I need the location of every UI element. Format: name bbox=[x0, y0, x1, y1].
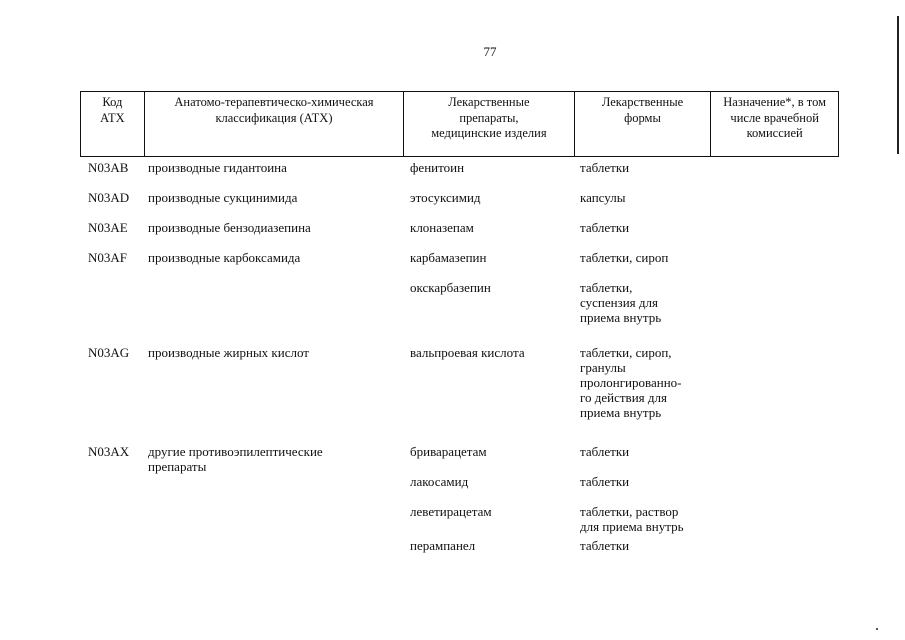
row-form: таблетки, раствор для приема внутрь bbox=[580, 504, 684, 534]
row-drug: леветирацетам bbox=[410, 504, 492, 519]
row-classification: другие противоэпилептические препараты bbox=[148, 444, 323, 474]
scan-dot bbox=[876, 628, 878, 630]
row-code: N03AE bbox=[88, 220, 128, 235]
row-form: таблетки, сироп bbox=[580, 250, 669, 265]
row-form: таблетки, суспензия для приема внутрь bbox=[580, 280, 662, 325]
row-code: N03AX bbox=[88, 444, 130, 459]
row-form: таблетки, сироп, гранулы пролонгированно- го действия для приема внутрь bbox=[580, 345, 682, 420]
row-form: таблетки bbox=[580, 220, 630, 235]
row-classification: производные карбоксамида bbox=[148, 250, 301, 265]
row-classification: производные сукцинимида bbox=[148, 190, 298, 205]
row-form: таблетки bbox=[580, 474, 630, 489]
header-classification: Анатомо-терапевтическо-химическая классификация (АТХ) bbox=[145, 92, 404, 156]
row-classification: производные жирных кислот bbox=[148, 345, 309, 360]
row-classification: производные гидантоина bbox=[148, 160, 287, 175]
table-header bbox=[80, 91, 839, 157]
row-drug: карбамазепин bbox=[410, 250, 487, 265]
row-drug: бриварацетам bbox=[410, 444, 487, 459]
row-drug: вальпроевая кислота bbox=[410, 345, 525, 360]
header-purpose: Назначение*, в том числе врачебной комиссией bbox=[723, 95, 827, 140]
row-form: таблетки bbox=[580, 538, 630, 553]
row-code: N03AG bbox=[88, 345, 130, 360]
page-number: 77 bbox=[483, 44, 497, 59]
scan-edge-line bbox=[897, 16, 899, 154]
row-code: N03AB bbox=[88, 160, 129, 175]
row-form: таблетки bbox=[580, 444, 630, 459]
row-drug: перампанел bbox=[410, 538, 476, 553]
row-drug: лакосамид bbox=[410, 474, 469, 489]
row-code: N03AD bbox=[88, 190, 130, 205]
row-code: N03AF bbox=[88, 250, 128, 265]
row-form: капсулы bbox=[580, 190, 626, 205]
header-forms: Лекарственные формы bbox=[575, 92, 712, 156]
header-code: Код АТХ bbox=[81, 92, 145, 156]
row-drug: фенитоин bbox=[410, 160, 465, 175]
header-drugs: Лекарственные препараты, медицинские изделия bbox=[404, 92, 575, 156]
row-drug: окскарбазепин bbox=[410, 280, 491, 295]
row-drug: этосуксимид bbox=[410, 190, 481, 205]
row-drug: клоназепам bbox=[410, 220, 474, 235]
row-form: таблетки bbox=[580, 160, 630, 175]
row-classification: производные бензодиазепина bbox=[148, 220, 311, 235]
